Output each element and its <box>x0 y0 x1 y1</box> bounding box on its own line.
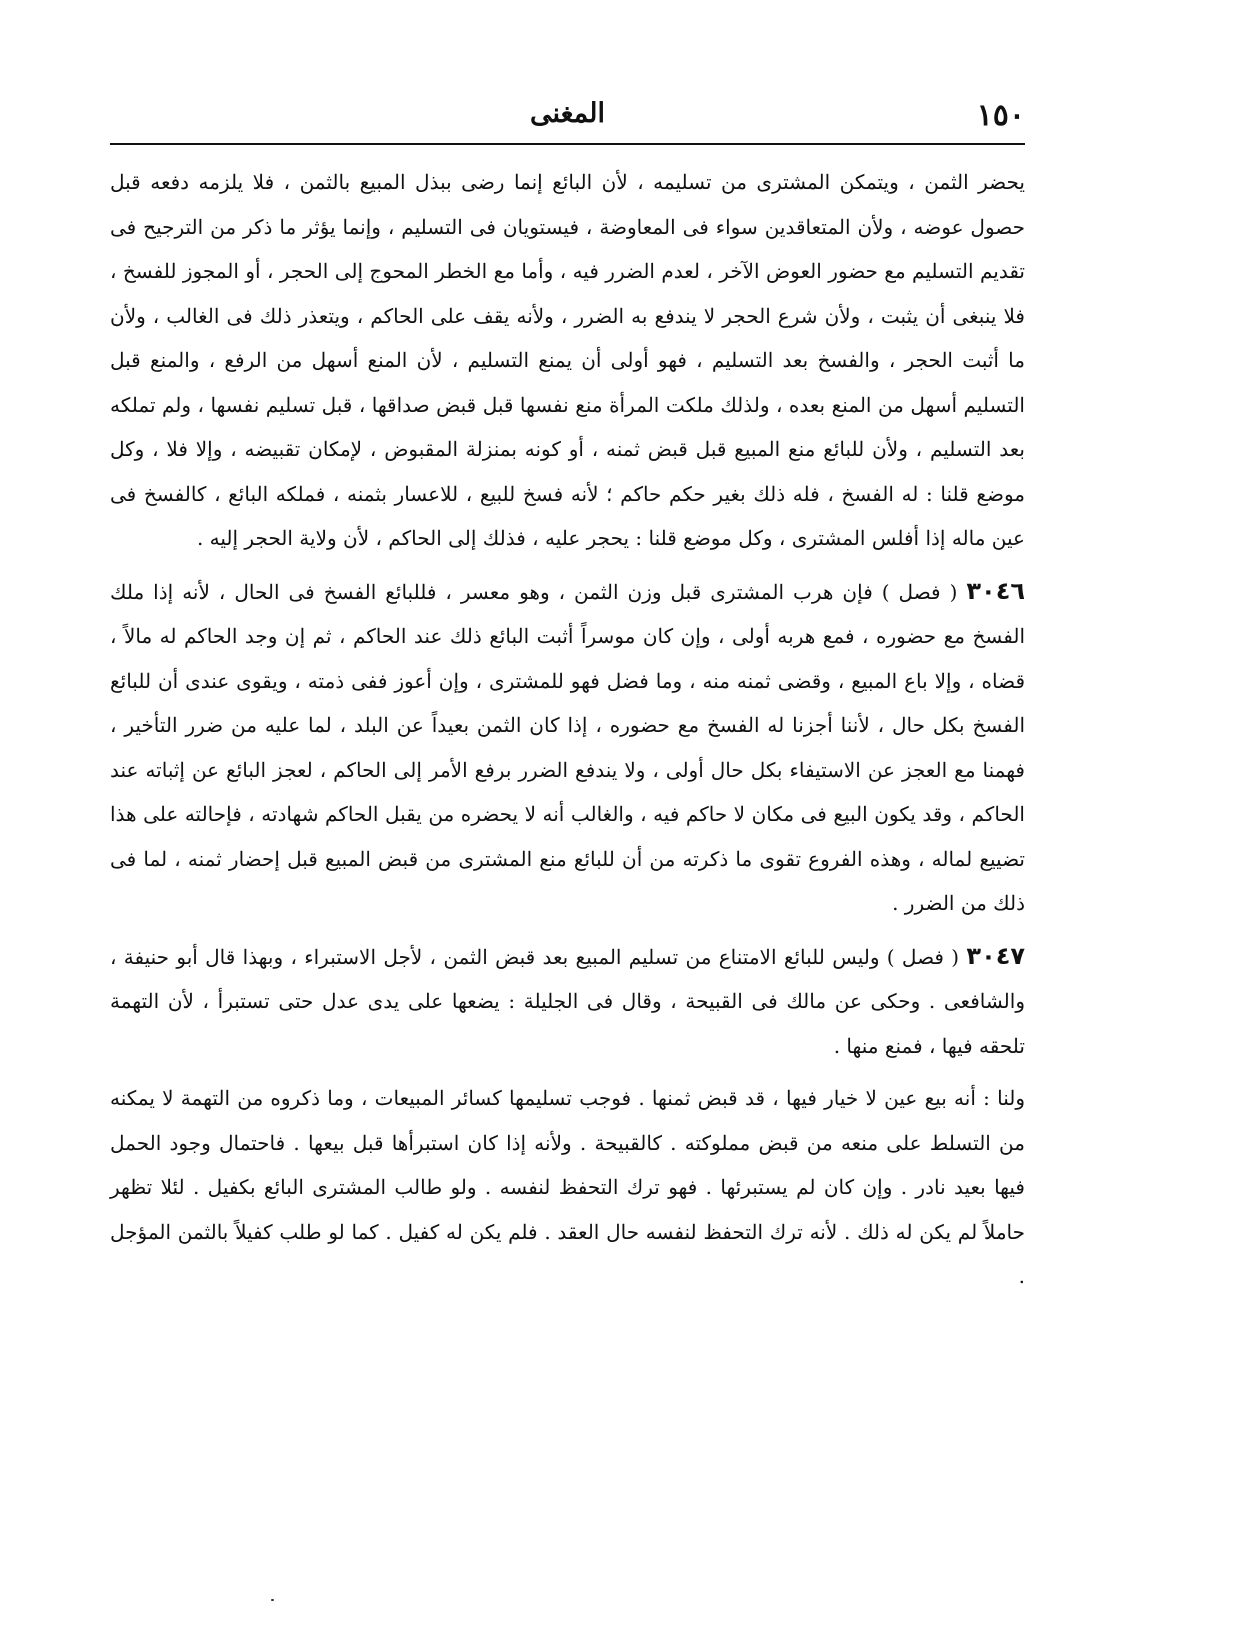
paragraph <box>110 160 1025 561</box>
paragraph-text: ( فصل ) فإن هرب المشترى قبل وزن الثمن ، وهو معسر ، فللبائع الفسخ فى الحال ، لأنه إذا ملك الفسخ مع حضوره ، فمع هربه أولى ، وإن كان موسراً أثبت البائع ذلك عند الحاكم ، ثم إن وجد الحاكم له مالاً ، قضاه ، وإلا باع المبيع ، وقضى ثمنه منه ، وما فضل فهو للمشترى ، وإن أعوز ففى ذمته ، ويقوى عندى أن للبائع الفسخ بكل حال ، لأننا أجزنا له الفسخ مع حضوره ، إذا كان الثمن بعيداً عن البلد ، لما عليه من ضرر التأخير ، فهمنا مع العجز عن الاستيفاء بكل حال أولى ، ولا يندفع الضرر برفع الأمر إلى الحاكم ، لعجز البائع عن إثباته عند الحاكم ، وقد يكون البيع فى مكان لا حاكم فيه ، والغالب أنه لا يحضره من يقبل الحاكم شهادته ، فإحالته على هذا تضييع لماله ، وهذه الفروع تقوى ما ذكرته من أن للبائع منع المشترى من قبض المبيع قبل إحضار ثمنه ، لما فى ذلك من الضرر . <box>110 579 1025 915</box>
paragraph-text: يحضر الثمن ، ويتمكن المشترى من تسليمه ، لأن البائع إنما رضى ببذل المبيع بالثمن ، فلا يلزمه دفعه قبل حصول عوضه ، ولأن المتعاقدين سواء فى المعاوضة ، فيستويان فى التسليم ، وإنما يؤثر ما ذكر من الترجيح فى تقديم التسليم مع حضور العوض الآخر ، لعدم الضرر فيه ، وأما مع الخطر المحوج إلى الحجر ، أو المجوز للفسخ ، فلا ينبغى أن يثبت ، ولأن شرع الحجر لا يندفع به الضرر ، ولأنه يقف على الحاكم ، ويتعذر ذلك فى الغالب ، ولأن ما أثبت الحجر ، والفسخ بعد التسليم ، فهو أولى أن يمنع التسليم ، لأن المنع أسهل من الرفع ، والمنع قبل التسليم أسهل من المنع بعده ، ولذلك ملكت المرأة منع نفسها قبل قبض صداقها ، قبل تسليم نفسها ، ولم تملكه بعد التسليم ، ولأن للبائع منع المبيع قبل قبض ثمنه ، أو كونه بمنزلة المقبوض ، لإمكان تقبيضه ، وإلا فلا ، وكل موضع قلنا : له الفسخ ، فله ذلك بغير حكم حاكم ؛ لأنه فسخ للبيع ، للاعسار بثمنه ، فملكه البائع ، كالفسخ فى عين ماله إذا أفلس المشترى ، وكل موضع قلنا : يحجر عليه ، فذلك إلى الحاكم ، لأن ولاية الحجر إليه . <box>110 170 1026 550</box>
page-header <box>110 92 1025 140</box>
paragraph <box>110 934 1025 1069</box>
paragraph-text: ( فصل ) وليس للبائع الامتناع من تسليم المبيع بعد قبض الثمن ، لأجل الاستبراء ، وبهذا قال أبو حنيفة ، والشافعى . وحكى عن مالك فى القبيحة ، وقال فى الجليلة : يضعها على يدى عدل حتى تستبرأ ، لأن التهمة تلحقه فيها ، فمنع منها . <box>110 944 1025 1058</box>
body-text <box>110 160 1025 1299</box>
paragraph <box>110 569 1025 926</box>
section-number: ٣٠٤٦ <box>966 576 1025 605</box>
paragraph-text: ولنا : أنه بيع عين لا خيار فيها ، قد قبض ثمنها . فوجب تسليمها كسائر المبيعات ، وما ذكروه من التهمة لا يمكنه من التسلط على منعه من قبض مملوكته . كالقبيحة . ولأنه إذا كان استبرأها قبل بيعها . فاحتمال وجود الحمل فيها بعيد نادر . وإن كان لم يستبرئها . فهو ترك التحفظ لنفسه . ولو طالب المشترى البائع بكفيل . لئلا تظهر حاملاً لم يكن له ذلك . لأنه ترك التحفظ لنفسه حال العقد . فلم يكن له كفيل . كما لو طلب كفيلاً بالثمن المؤجل . <box>110 1086 1026 1288</box>
running-title: المغنى <box>529 98 605 129</box>
header-rule <box>110 143 1025 145</box>
paragraph <box>110 1076 1025 1299</box>
section-number: ٣٠٤٧ <box>966 941 1026 970</box>
page-number: ١٥٠ <box>976 98 1025 133</box>
scan-speck <box>271 1599 274 1601</box>
